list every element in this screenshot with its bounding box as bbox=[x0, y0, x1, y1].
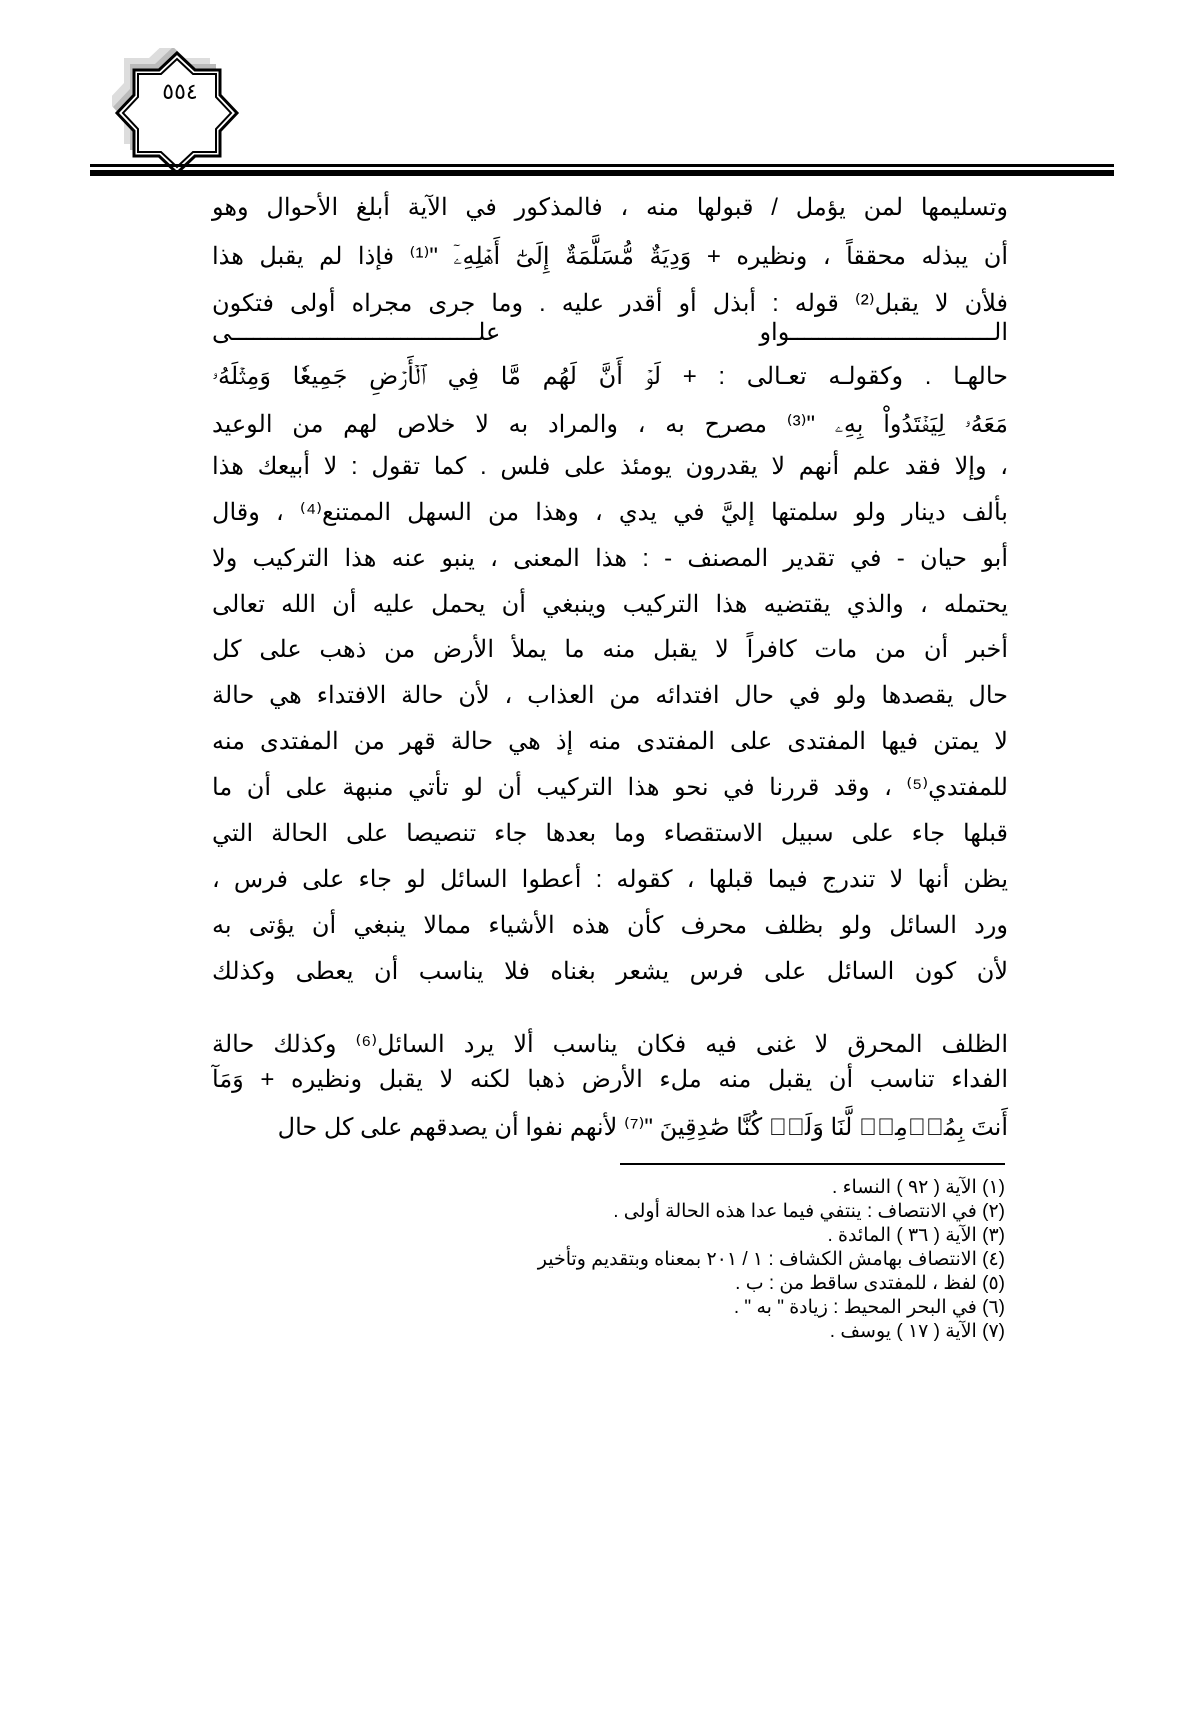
footnote: (٣) الآية ( ٣٦ ) المائدة . bbox=[827, 1225, 1005, 1246]
body-line: أبو حيان - في تقدير المصنف - : هذا المعنى ، ينبو عنه هذا التركيب ولا bbox=[212, 544, 1008, 572]
body-line: لا يمتن فيها المفتدى على المفتدى منه إذ هي حالة قهر من المفتدى منه bbox=[212, 728, 1008, 756]
body-line: ، وإلا فقد علم أنهم لا يقدرون يومئذ على فلس . كما تقول : لا أبيعك هذا bbox=[212, 453, 1008, 480]
body-line: ورد السائل ولو بظلف محرف كأن هذه الأشياء ممالا ينبغي أن يؤتى به bbox=[212, 911, 1008, 939]
header-rule-thick bbox=[90, 170, 1114, 176]
body-line: بألف دينار ولو سلمتها إليَّ في يدي ، وهذا من السهل الممتنع⁽⁴⁾ ، وقال bbox=[212, 498, 1008, 526]
footnote: (٧) الآية ( ١٧ ) يوسف . bbox=[829, 1321, 1005, 1342]
footnote: (٥) لفظ ، للمفتدى ساقط من : ب . bbox=[735, 1273, 1005, 1294]
body-line: أَنتَ بِمُؤۡمِنٖ لَّنَا وَلَوۡ كُنَّا صَٰدِقِينَ "⁽⁷⁾ لأنهم نفوا أن يصدقهم على كل حال bbox=[277, 1114, 1008, 1141]
body-line: للمفتدي⁽⁵⁾ ، وقد قررنا في نحو هذا التركيب أن لو تأتي منبهة على أن ما bbox=[212, 774, 1008, 802]
body-line: أخبر أن من مات كافراً لا يقبل منه ما يملأ الأرض من ذهب على كل bbox=[212, 636, 1008, 664]
body-line: حالهـا . وكقولـه تعـالى : + لَوۡ أَنَّ لَهُم مَّا فِي ٱلۡأَرۡضِ جَمِيعٗا وَمِثۡلَهُۥ bbox=[212, 363, 1008, 390]
body-line: يحتمله ، والذي يقتضيه هذا التركيب وينبغي أن يحمل عليه أن الله تعالى bbox=[212, 590, 1008, 618]
body-line: يظن أنها لا تندرج فيما قبلها ، كقوله : أعطوا السائل لو جاء على فرس ، bbox=[212, 865, 1008, 893]
footnote: (٦) في البحر المحيط : زيادة " به " . bbox=[733, 1297, 1005, 1318]
body-line: مَعَهُۥ لِيَفۡتَدُواْ بِهِۦ "⁽³⁾ مصرح به ، والمراد به لا خلاص لهم من الوعيد bbox=[212, 411, 1008, 438]
footnote-separator bbox=[620, 1163, 1005, 1165]
body-line: قبلها جاء على سبيل الاستقصاء وما بعدها جاء تنصيصا على الحالة التي bbox=[212, 819, 1008, 847]
footnote: (١) الآية ( ٩٢ ) النساء . bbox=[832, 1177, 1005, 1198]
header-rule-thin bbox=[90, 164, 1114, 167]
page-number: ٥٥٤ bbox=[162, 80, 198, 105]
body-line: وتسليمها لمن يؤمل / قبولها منه ، فالمذكور في الآية أبلغ الأحوال وهو bbox=[212, 194, 1008, 221]
body-line: الفداء تناسب أن يقبل منه ملء الأرض ذهبا لكنه لا يقبل ونظيره + وَمَآ bbox=[212, 1066, 1008, 1093]
body-line: أن يبذله محققاً ، ونظيره + وَدِيَةٌ مُّسَلَّمَةٌ إِلَىٰٓ أَهۡلِهِۦٓ "⁽¹⁾ فإذا لم يقبل هذا bbox=[212, 243, 1008, 270]
body-line: فلأن لا يقبل⁽²⁾ قوله : أبذل أو أقدر عليه . وما جرى مجراه أولى فتكون bbox=[212, 290, 1008, 317]
body-line: الظلف المحرق لا غنى فيه فكان يناسب ألا يرد السائل⁽⁶⁾ وكذلك حالة bbox=[212, 1031, 1008, 1058]
page-number-badge-icon bbox=[112, 48, 242, 178]
body-line: لأن كون السائل على فرس يشعر بغناه فلا يناسب أن يعطى وكذلك bbox=[212, 957, 1008, 985]
footnote: (٢) في الانتصاف : ينتفي فيما عدا هذه الحالة أولى . bbox=[613, 1201, 1005, 1222]
body-line: حال يقصدها ولو في حال افتدائه من العذاب ، لأن حالة الافتداء هي حالة bbox=[212, 682, 1008, 710]
footnote: (٤) الانتصاف بهامش الكشاف : ١ / ٢٠١ بمعناه وبتقديم وتأخير bbox=[537, 1249, 1005, 1270]
body-line: الـــــــــــــــــــــــــــــواو علـــــــــــــــــــــــــــــــــــى bbox=[212, 319, 1008, 346]
